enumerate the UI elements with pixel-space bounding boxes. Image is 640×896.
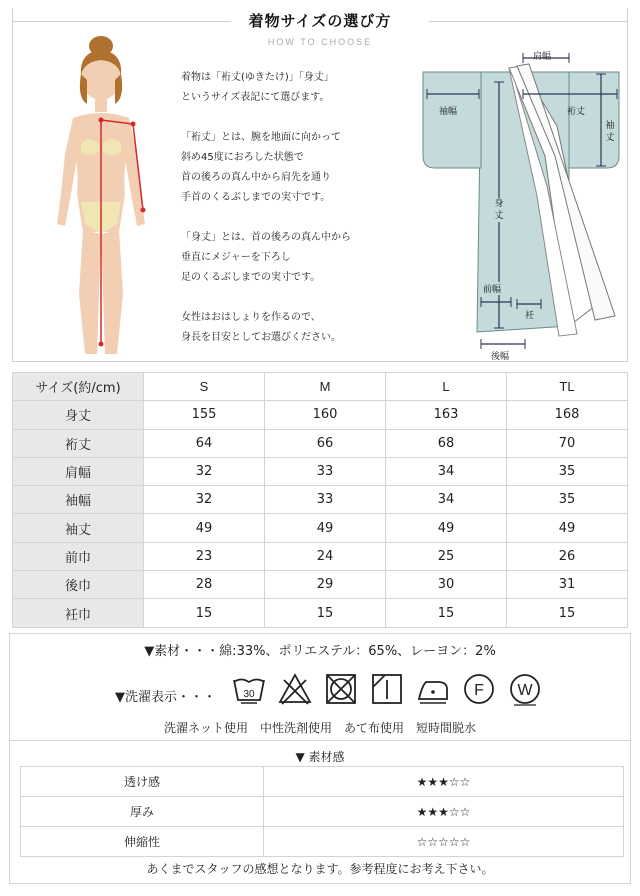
table-row bbox=[21, 797, 624, 827]
guide-text-gap bbox=[181, 288, 411, 308]
table-cell: 31 bbox=[507, 571, 628, 599]
size-header-m: M bbox=[265, 373, 386, 401]
svg-text:30: 30 bbox=[243, 689, 255, 700]
table-row bbox=[13, 486, 628, 514]
kimono-label-sode-haba: 袖幅 bbox=[439, 107, 458, 117]
row-label: 裄丈 bbox=[13, 429, 144, 457]
table-cell: 26 bbox=[507, 542, 628, 570]
table-cell: 49 bbox=[265, 514, 386, 542]
product-info-box bbox=[9, 633, 631, 884]
kimono-label-mae: 前幅 bbox=[483, 282, 501, 295]
guide-text-line: 垂直にメジャーを下ろし bbox=[181, 252, 291, 263]
table-cell: 163 bbox=[386, 401, 507, 429]
wash-30-icon bbox=[232, 672, 266, 706]
guide-text-line: 足のくるぶしまでの実寸です。 bbox=[181, 272, 321, 283]
table-cell: 15 bbox=[265, 599, 386, 627]
table-row bbox=[13, 514, 628, 542]
texture-stars: ☆☆☆☆☆ bbox=[264, 827, 624, 857]
table-cell: 168 bbox=[507, 401, 628, 429]
row-label: 前巾 bbox=[13, 542, 144, 570]
table-cell: 160 bbox=[265, 401, 386, 429]
line-dry-shade-icon bbox=[370, 672, 404, 706]
row-label: 後巾 bbox=[13, 571, 144, 599]
texture-stars: ★★★☆☆ bbox=[264, 797, 624, 827]
staff-note: あくまでスタッフの感想となります。参考程度にお考え下さい。 bbox=[146, 862, 494, 876]
guide-text-line: 着物は「裄丈(ゆきたけ)」「身丈」 bbox=[181, 72, 334, 83]
table-row bbox=[13, 401, 628, 429]
size-table-header-row bbox=[13, 373, 628, 401]
size-header-tl: TL bbox=[507, 373, 628, 401]
kimono-label-yuki: 裄丈 bbox=[567, 107, 586, 117]
table-row bbox=[13, 571, 628, 599]
texture-label: 透け感 bbox=[21, 767, 264, 797]
kimono-label-sode-take: 袖丈 bbox=[605, 121, 615, 143]
row-label: 身丈 bbox=[13, 401, 144, 429]
guide-text-line: 手首のくるぶしまでの実寸です。 bbox=[181, 192, 331, 203]
material-composition: ▼素材・・・綿:33%、ポリエステル：65%、レーヨン：2% bbox=[144, 644, 496, 659]
size-header-l: L bbox=[386, 373, 507, 401]
texture-label: 伸縮性 bbox=[21, 827, 264, 857]
wash-label: ▼洗濯表示・・・ bbox=[115, 690, 216, 705]
table-row bbox=[13, 599, 628, 627]
table-cell: 70 bbox=[507, 429, 628, 457]
guide-text-line: 首の後ろの真ん中から肩先を通り bbox=[181, 172, 331, 183]
svg-text:W: W bbox=[517, 682, 533, 699]
row-label: 袖丈 bbox=[13, 514, 144, 542]
guide-text-line: 身長を目安としてお選びください。 bbox=[181, 332, 341, 343]
table-cell: 33 bbox=[265, 457, 386, 485]
guide-title: 着物サイズの選び方 bbox=[248, 12, 392, 30]
row-label: 袖幅 bbox=[13, 486, 144, 514]
table-row bbox=[13, 542, 628, 570]
wet-clean-w-icon bbox=[508, 672, 542, 706]
table-cell: 29 bbox=[265, 571, 386, 599]
table-cell: 155 bbox=[144, 401, 265, 429]
table-cell: 32 bbox=[144, 457, 265, 485]
table-row bbox=[21, 767, 624, 797]
table-cell: 15 bbox=[507, 599, 628, 627]
wash-notes: 洗濯ネット使用 中性洗剤使用 あて布使用 短時間脱水 bbox=[163, 721, 476, 735]
table-cell: 24 bbox=[265, 542, 386, 570]
table-cell: 15 bbox=[144, 599, 265, 627]
table-cell: 49 bbox=[507, 514, 628, 542]
svg-text:F: F bbox=[474, 682, 484, 699]
table-cell: 34 bbox=[386, 457, 507, 485]
table-cell: 49 bbox=[144, 514, 265, 542]
size-header-s: S bbox=[144, 373, 265, 401]
wash-care-icons bbox=[232, 672, 542, 706]
guide-text-gap bbox=[181, 208, 411, 228]
guide-subtitle: HOW TO CHOOSE bbox=[267, 37, 373, 47]
table-cell: 64 bbox=[144, 429, 265, 457]
kimono-label-mitake: 身丈 bbox=[494, 199, 504, 221]
size-table bbox=[12, 372, 628, 628]
guide-text-line: 女性はおはしょりを作るので、 bbox=[181, 312, 321, 323]
guide-text-line: 「裄丈」とは、腕を地面に向かって bbox=[181, 132, 341, 143]
table-cell: 68 bbox=[386, 429, 507, 457]
table-cell: 49 bbox=[386, 514, 507, 542]
table-row bbox=[21, 827, 624, 857]
kimono-shape bbox=[405, 36, 627, 361]
guide-text-line: というサイズ表記にて選びます。 bbox=[181, 92, 330, 103]
table-cell: 23 bbox=[144, 542, 265, 570]
no-tumble-dry-icon bbox=[324, 672, 358, 706]
table-cell: 25 bbox=[386, 542, 507, 570]
table-cell: 28 bbox=[144, 571, 265, 599]
table-cell: 32 bbox=[144, 486, 265, 514]
size-table-header-label: サイズ(約/cm) bbox=[13, 373, 144, 401]
guide-text-gap bbox=[181, 108, 411, 128]
kimono-diagram bbox=[405, 36, 627, 361]
kimono-label-okumi: 衽 bbox=[525, 311, 535, 321]
table-cell: 66 bbox=[265, 429, 386, 457]
guide-text-line: 「身丈」とは、首の後ろの真ん中から bbox=[181, 232, 351, 243]
texture-label: 厚み bbox=[21, 797, 264, 827]
table-cell: 30 bbox=[386, 571, 507, 599]
divider bbox=[10, 740, 630, 741]
table-row bbox=[13, 429, 628, 457]
kimono-label-kata: 肩幅 bbox=[533, 52, 552, 62]
dry-clean-f-icon bbox=[462, 672, 496, 706]
table-cell: 15 bbox=[386, 599, 507, 627]
texture-table bbox=[20, 766, 624, 857]
size-guide-panel bbox=[12, 8, 628, 362]
iron-low-icon bbox=[416, 672, 450, 706]
texture-title: ▼ 素材感 bbox=[295, 750, 345, 764]
table-cell: 35 bbox=[507, 457, 628, 485]
kimono-label-ushiro: 後幅 bbox=[491, 352, 510, 362]
guide-description bbox=[181, 68, 411, 348]
no-bleach-icon bbox=[278, 672, 312, 706]
table-cell: 33 bbox=[265, 486, 386, 514]
row-label: 肩幅 bbox=[13, 457, 144, 485]
texture-stars: ★★★☆☆ bbox=[264, 767, 624, 797]
table-cell: 34 bbox=[386, 486, 507, 514]
row-label: 衽巾 bbox=[13, 599, 144, 627]
body-measure-figure bbox=[43, 34, 158, 359]
table-cell: 35 bbox=[507, 486, 628, 514]
guide-text-line: 斜め45度におろした状態で bbox=[181, 152, 304, 163]
table-row bbox=[13, 457, 628, 485]
